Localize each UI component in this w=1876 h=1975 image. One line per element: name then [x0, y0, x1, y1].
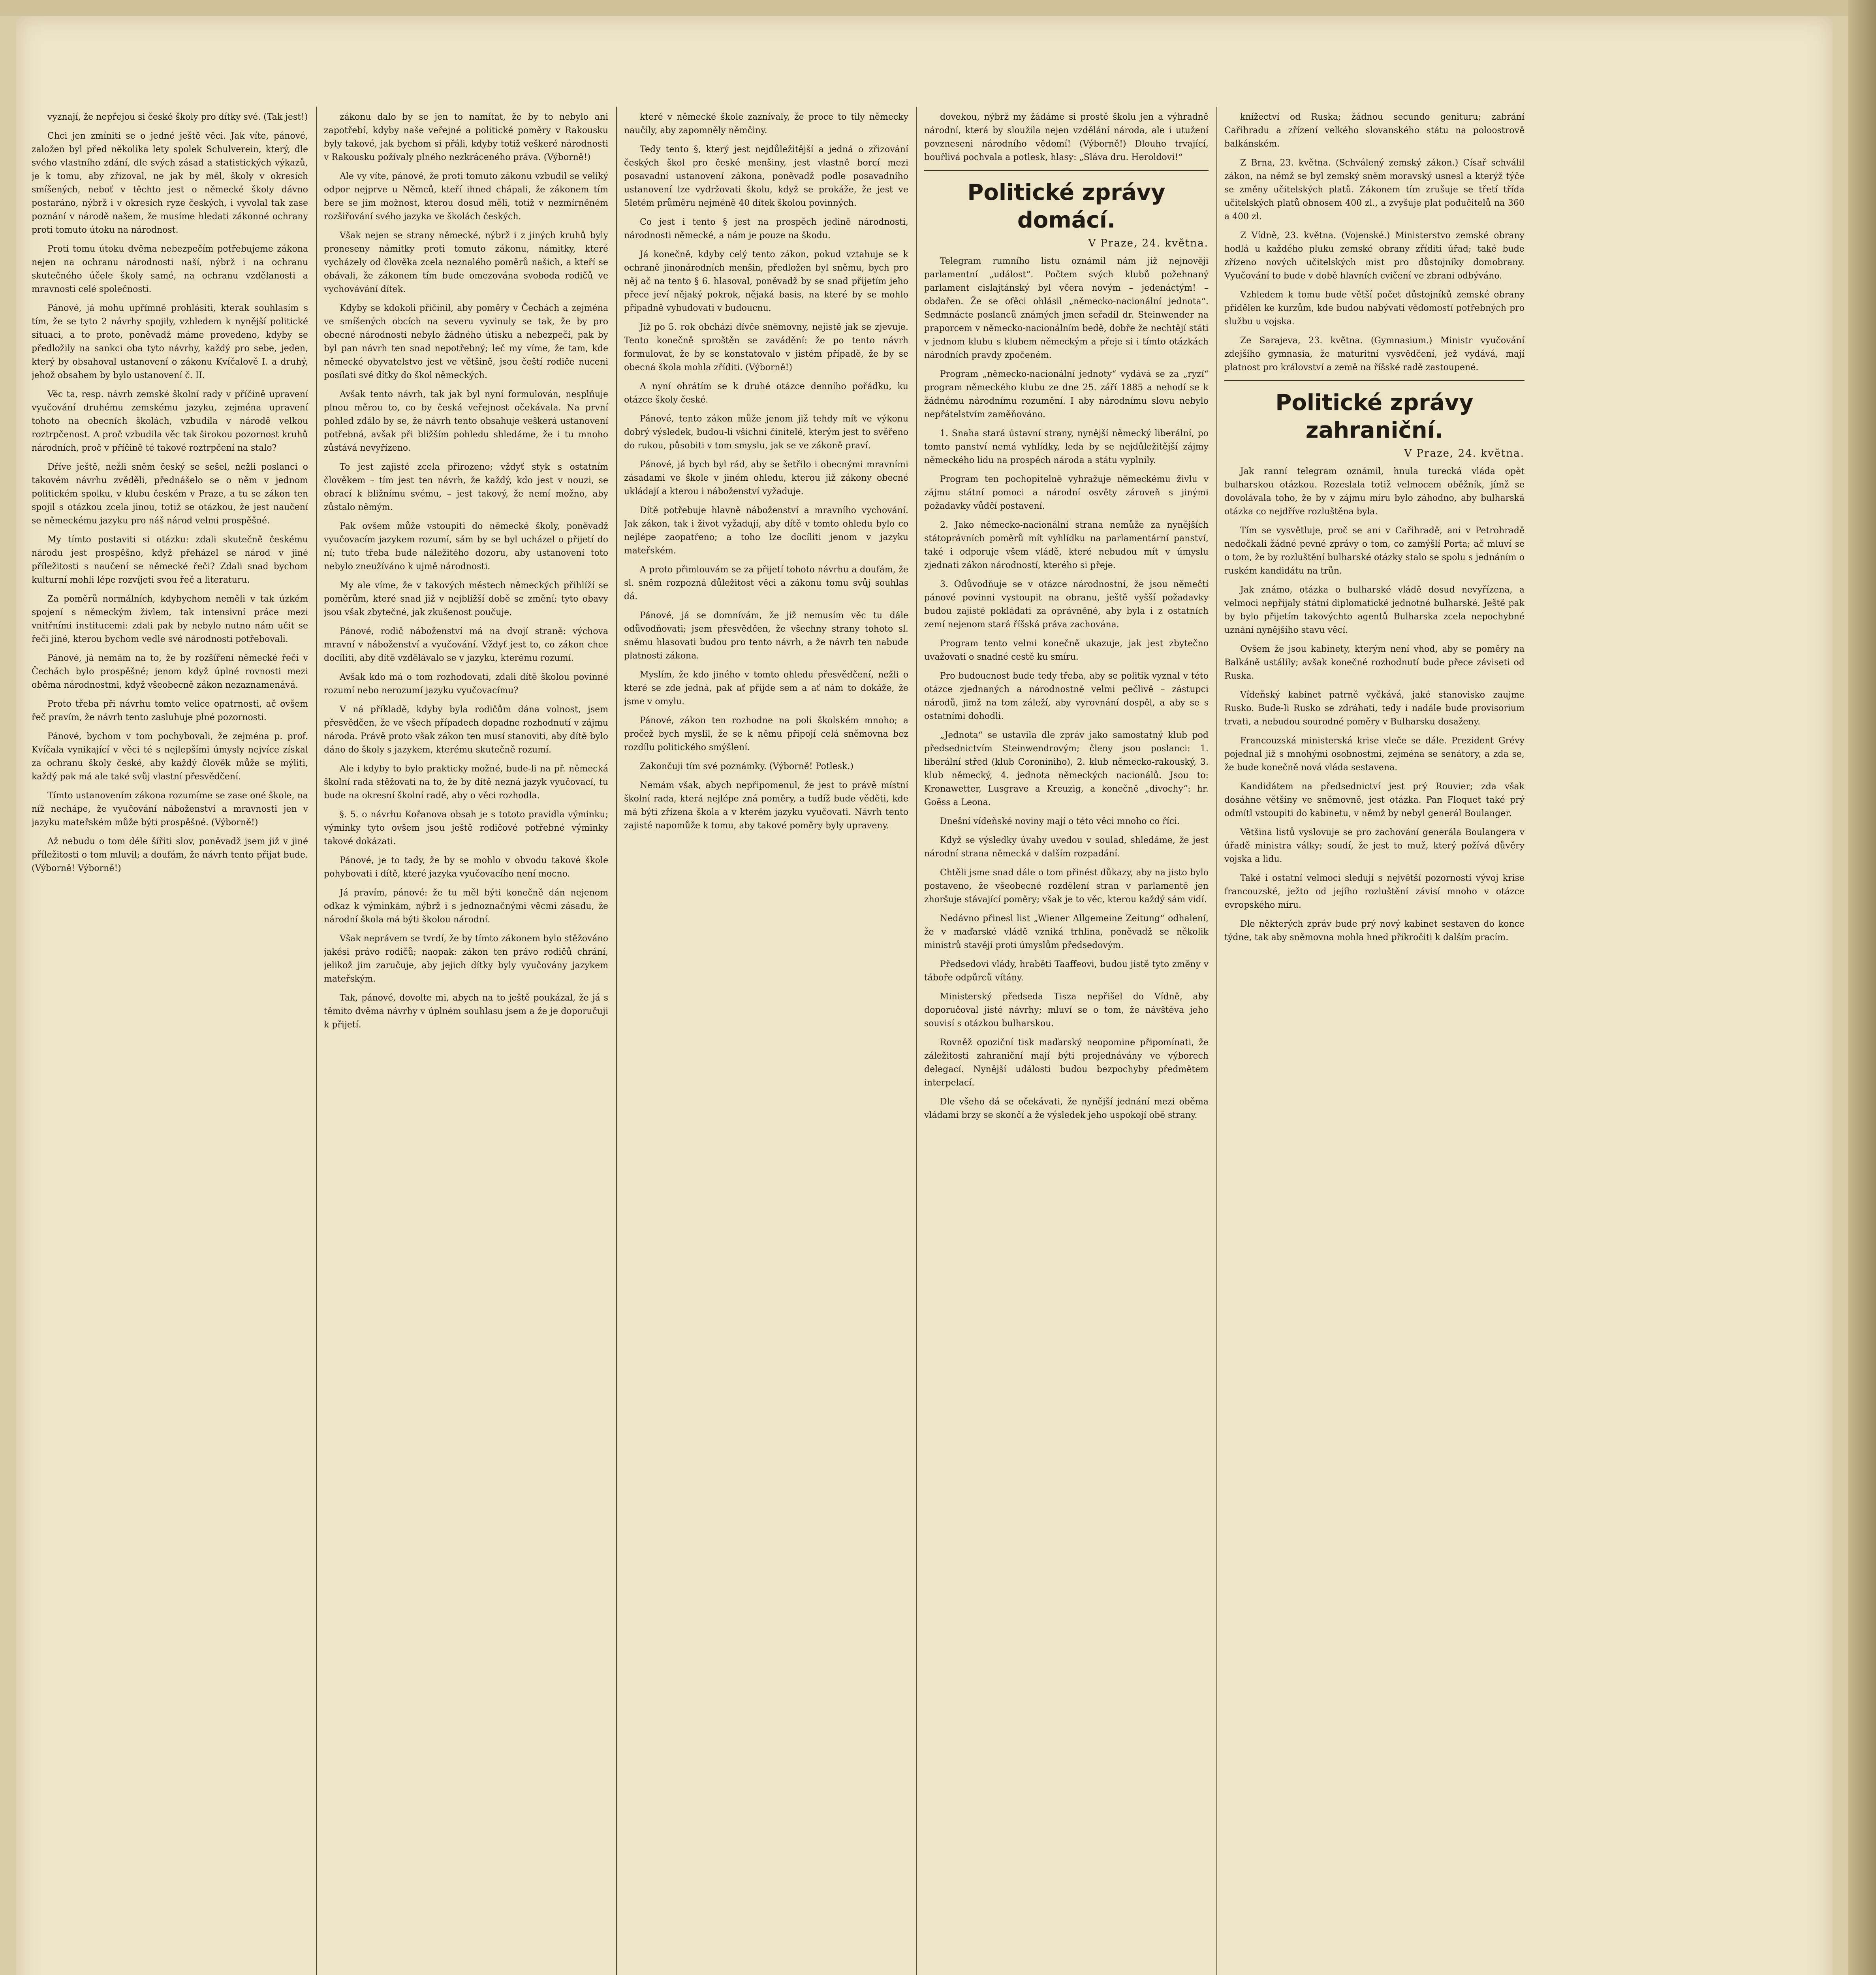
paragraph: Tedy tento §, který jest nejdůležitější a jedná o zřizování českých škol pro české menšiny, jest vlastně borcí mezi posavadní ustanovení zákona, poněvadž podle posavadního ustanovení lze vydržovati školu, když se prokáže, že jest ve 5letém průměru nejméně 40 dítek školou povinných.	[624, 145, 908, 208]
paragraph: Ale i kdyby to bylo prakticky možné, bude-li na př. německá školní rada stěžovati na to, že by dítě nezná jazyk vyučovací, tu bude na okresní školní radě, aby o věci rozhodla.	[324, 764, 608, 801]
paragraph: Pánové, já mohu upřímně prohlásiti, kterak souhlasím s tím, že se tyto 2 návrhy spojily, vzhledem k nynější politické situaci, a to proto, poněvadž máme provedeno, kdyby se předložily na sankci oba tyto návrhy, každý pro sebe, jeden, který by obsahoval ustanovení o zákonu Kvíčalově I. a druhý, jehož obsahem by bylo ustanovení č. II.	[32, 303, 308, 380]
paragraph: Program tento velmi konečně ukazuje, jak jest zbytečno uvažovati o snadné cestě ku smíru.	[924, 639, 1209, 662]
paragraph: Za poměrů normálních, kdybychom neměli v tak úzkém spojení s německým živlem, tak intensivní práce mezi vnitřními institucemi: zdali pak by nebylo nutno nám učit se řeči jiné, kterou bychom vedle své národnosti potřebovali.	[32, 594, 308, 644]
paragraph: My tímto postaviti si otázku: zdali skutečně českému národu jest prospěšno, když přeházel se národ v jiné příležitosti s naučení se německé řeči? Zdali snad bychom kulturní mohli lépe rozvíjeti svou řeč a literaturu.	[32, 535, 308, 585]
paragraph: Chci jen zmíniti se o jedné ještě věci. Jak víte, pánové, založen byl před několika lety spolek Schulverein, který, dle svého vlastního zdání, dle svých zásad a statistických výkazů, je k tomu, aby zřizoval, ne jak by měl, školy v okresích smíšených, neboť v těchto jest o německé školy dávno postaráno, nýbrž i v okresích ryze českých, i vyvolal tak zase poznání v národě našem, že musíme hledati zákonné ochrany proti tomuto útoku na národnost.	[32, 131, 308, 235]
paragraph: Pro budoucnost bude tedy třeba, aby se politik vyznal v této otázce zjednaných a národnostně velmi pečlivě – zástupci národů, jimž na tom záleží, aby vyrovnání dospěl, a aby se s ostatními dohodli.	[924, 671, 1209, 721]
paragraph: Avšak kdo má o tom rozhodovati, zdali dítě školou povinné rozumí nebo nerozumí jazyku vyučovacímu?	[324, 672, 608, 696]
paragraph: dovekou, nýbrž my žádáme si prostě školu jen a výhradně národní, která by sloužila nejen vzdělání národa, ale i utužení povzneseni národního vědomí! (Výborně!) Dlouho trvající, bouřlivá pochvala a potlesk, hlasy: „Sláva dru. Heroldovi!“	[924, 112, 1209, 162]
paragraph: Pánové, já bych byl rád, aby se šetřilo i obecnými mravními zásadami ve škole v jiném ohledu, kterou již zákony obecné ukládají a kterou i náboženství vyžaduje.	[624, 460, 908, 497]
section-divider	[1224, 380, 1524, 381]
paragraph: Pánové, tento zákon může jenom již tehdy mít ve výkonu dobrý výsledek, budou-li všichni činitelé, kterým jest to svěřeno do rukou, působiti v tom smyslu, jak se ve zákoně praví.	[624, 414, 908, 451]
binding-edge	[1848, 0, 1876, 1975]
column-rule	[316, 107, 317, 1975]
paragraph: My ale víme, že v takových městech německých přihlíží se poměrům, které snad již v nejbližší době se změní; tyto obavy jsou však zbytečné, jak zkušenost poučuje.	[324, 581, 608, 617]
column-1	[32, 111, 308, 1975]
paragraph: Dříve ještě, nežli sněm český se sešel, nežli poslanci o takovém návrhu zvěděli, přednášelo se o něm v jednom politickém spolku, v klubu českém v Praze, a tu se zákon ten spojil s otázkou zcela jinou, totiž se otázkou, že jest naučení se německému jazyku pro náš národ velmi prospěšné.	[32, 462, 308, 526]
paragraph: Telegram rumního listu oznámil nám již nejnověji parlamentní „událost“. Počtem svých klubů požehnaný parlament cislajtánský byl včera novým – jedenáctým! – obdařen. Že se ofěci ohlásil „německo-nacionální jednota“. Sedmnácte poslanců známých jmen seřadil dr. Steinwender na praporcem v německo-nacionálním bedě, dobře že nechtějí státi v jednom klubu s klubem německým a přeje si i tímto otázkách národních pravdy zpočeném.	[924, 256, 1209, 360]
column-2	[324, 111, 608, 1975]
paragraph: Chtěli jsme snad dále o tom přinést důkazy, aby na jisto bylo postaveno, že všeobecné rozdělení stran v parlamentě jen zhoršuje stávající poměry; však je to věc, kterou každý sám vidí.	[924, 868, 1209, 905]
paragraph: Dle některých zpráv bude prý nový kabinet sestaven do konce týdne, tak aby sněmovna mohla hned přikročiti k dalším pracím.	[1224, 919, 1524, 942]
paragraph: 1. Snaha stará ústavní strany, nynější německý liberální, po tomto panství nemá vyhlídky, leda by se nejdůležitější zájmy německého lidu na prospěch národa a státu vyplnily.	[924, 429, 1209, 465]
paragraph: Pánové, zákon ten rozhodne na poli školském mnoho; a pročež bych myslil, že se k němu připojí celá sněmovna bez rozdílu politického smýšlení.	[624, 716, 908, 752]
section-divider	[924, 170, 1209, 171]
paragraph: Tím se vysvětluje, proč se ani v Cařihradě, ani v Petrohradě nedočkali žádné pevné zprávy o tom, co zamýšlí Porta; ač mluví se o tom, že by rozluštění bulharské otázky stalo se spolu s jednáním o ruském kandidátu na trůn.	[1224, 526, 1524, 576]
page-top-edge	[0, 0, 1876, 16]
paragraph: Z Vídně, 23. května. (Vojenské.) Ministerstvo zemské obrany hodlá u každého pluku zemské obrany zříditi úřad; také bude zřízeno nových učitelských mist pro důstojníky domobrany. Vyučování to bude v době hlavních cvičení ve zbrani odbýváno.	[1224, 231, 1524, 281]
paragraph: Předsedovi vlády, hraběti Taaffeovi, budou jistě tyto změny v táboře odpůrců vítány.	[924, 959, 1209, 983]
column-rule	[916, 107, 917, 1975]
paragraph: Až nebudu o tom déle šířiti slov, poněvadž jsem již v jiné příležitosti o tom mluvil; a doufám, že návrh tento přijat bude. (Výborně! Výborně!)	[32, 837, 308, 873]
paragraph: Věc ta, resp. návrh zemské školní rady v příčině upravení vyučování druhému zemskému jazyku, zejména upravení tohoto na obecních školách, vzbudila v národě velkou roztrpčenost. A proč vzbudila věc tak širokou pozornost kruhů národních, proč v příčině té takové roztrpčení na stalo?	[32, 389, 308, 453]
paragraph: Pánové, já nemám na to, že by rozšíření německé řeči v Čechách bylo prospěšné; jenom když úplné rovnosti mezi oběma národnostmi, když všeobecně zákon nezaznamenává.	[32, 653, 308, 690]
paragraph: Program „německo-nacionální jednoty“ vydává se za „ryzí“ program německého klubu ze dne 25. září 1885 a nehodí se k žádnému národnímu rozumění. I aby národnímu slovu nebylo nepřátelstvím zaměňováno.	[924, 369, 1209, 419]
paragraph: Myslím, že kdo jiného v tomto ohledu přesvědčení, nežli o které se zde jedná, pak ať přijde sem a ať nám to dokáže, že jsme v omylu.	[624, 670, 908, 707]
paragraph: 3. Odůvodňuje se v otázce národnostní, že jsou němečtí pánové povinni vystoupit na obranu, ještě vyšší požadavky budou zajisté pokládati za oprávněné, aby byla i z ostatních zemí nejenom stará říšská práva zachována.	[924, 579, 1209, 630]
paragraph: „Jednota“ se ustavila dle zpráv jako samostatný klub pod předsednictvím Steinwendrovým; členy jsou poslanci: 1. liberální střed (klub Coroniniho), 2. klub německo-rakouský, 3. klub německý, 4. jednota německých nacionálů. Jsou to: Kronawetter, Lusgrave a Kreuzig, a konečně „divochy“: hr. Goëss a Leona.	[924, 730, 1209, 807]
paragraph: Pak ovšem může vstoupiti do německé školy, poněvadž vyučovacím jazykem rozumí, sám by se byl ucházel o přijetí do ní; tuto třeba bude náležitého dozoru, aby ustanovení toto nebylo zneužíváno k ujmě národnosti.	[324, 521, 608, 572]
paragraph: zákonu dalo by se jen to namítat, že by to nebylo ani zapotřebí, kdyby naše veřejné a politické poměry v Rakousku byly takové, jak bychom si přáli, kdyby totiž veškeré národnosti v Rakousku požívaly plného nezkráceného práva. (Výborně!)	[324, 112, 608, 162]
column-rule	[616, 107, 617, 1975]
paragraph: Pánové, bychom v tom pochybovali, že zejména p. prof. Kvíčala vynikající v věci té s nejlepšími úmysly nejvíce získal za ochranu školy české, aby každý člověk může se mýliti, každý pak má ale také svůj vlastní přesvědčení.	[32, 732, 308, 782]
paragraph: Program ten pochopitelně vyhražuje německému živlu v zájmu státní pomoci a národní osvěty zároveň s jinými požadavky vůdčí postavení.	[924, 474, 1209, 511]
paragraph: Proto třeba při návrhu tomto velice opatrnosti, ač ovšem řeč pravím, že návrh tento zasluhuje plné pozornosti.	[32, 699, 308, 722]
paragraph: knížectví od Ruska; žádnou secundo genituru; zabrání Cařihradu a zřízení velkého slovanského státu na poloostrově balkánském.	[1224, 112, 1524, 149]
paragraph: Ministerský předseda Tisza nepřišel do Vídně, aby doporučoval jisté návrhy; mluví se o tom, že návštěva jeho souvisí s otázkou bulharskou.	[924, 992, 1209, 1029]
foreign-news-heading: Politické zprávy zahraniční.	[1275, 390, 1474, 443]
column-5	[1224, 111, 1524, 1975]
paragraph: Ale vy víte, pánové, že proti tomuto zákonu vzbudil se veliký odpor nejprve u Němců, kteří ihned chápali, že zákonem tím bere se jim možnost, kterou dosud měli, totiž v nezmírněném rozšiřování svého jazyka ve školách českých.	[324, 171, 608, 222]
paragraph: Však nejen se strany německé, nýbrž i z jiných kruhů byly proneseny námitky proti tomuto zákonu, námitky, které vycházely od člověka zcela neznalého poměrů našich, a kteří se obávali, že zákonem tím bude omezována svoboda rodičů ve vychovávání dítek.	[324, 231, 608, 294]
paragraph: Kdyby se kdokoli přičinil, aby poměry v Čechách a zejména ve smíšených obcích na severu vyvinuly se tak, že by pro obecné národnosti nebylo žádného útisku a nebezpečí, pak by byl pan návrh ten snad nepotřebný; leč my víme, že tam, kde německé obyvatelstvo jest ve většině, jsou čeští rodiče nuceni posílati své dítky do škol německých.	[324, 303, 608, 380]
newspaper-page	[16, 16, 1833, 1975]
paragraph: Pánové, já se domnívám, že již nemusím věc tu dále odůvodňovati; jsem přesvědčen, že všechny strany tohoto sl. sněmu hlasovati budou pro tento návrh, a že návrh ten nabude platnosti zákona.	[624, 611, 908, 661]
foreign-news-dateline: V Praze, 24. května.	[1404, 448, 1524, 459]
paragraph: Většina listů vyslovuje se pro zachování generála Boulangera v úřadě ministra války; soudí, že jest to muž, který požívá důvěry vojska a lidu.	[1224, 828, 1524, 864]
domestic-news-dateline: V Praze, 24. května.	[1088, 237, 1209, 249]
paragraph: Dle všeho dá se očekávati, že nynější jednání mezi oběma vládami brzy se skončí a že výsledek jeho uspokojí obě strany.	[924, 1097, 1209, 1120]
paragraph: A nyní ohrátím se k druhé otázce denního pořádku, ku otázce školy české.	[624, 382, 908, 405]
paragraph: Když se výsledky úvahy uvedou v soulad, shledáme, že jest národní strana německá v dalším rozpadání.	[924, 835, 1209, 859]
paragraph: Tímto ustanovením zákona rozumíme se zase oné škole, na níž nechápe, že vyučování náboženství a mravnosti jen v jazyku mateřském může býti prospěšné. (Výborně!)	[32, 791, 308, 828]
paragraph: Já konečně, kdyby celý tento zákon, pokud vztahuje se k ochraně jinonárodních menšin, předložen byl sněmu, bych pro něj ač na tento § 6. hlasoval, poněvadž by se snad přijetím jeho přece jeví nějaký pokrok, nějaká basis, na které by se mohlo případně vybudovati v budoucnu.	[624, 250, 908, 313]
paragraph: Rovněž opoziční tisk maďarský neopomine připomínati, že záležitosti zahraniční mají býti projednávány ve výborech delegací. Nynější události budou bezpochyby předmětem interpelací.	[924, 1038, 1209, 1088]
paragraph: Avšak tento návrh, tak jak byl nyní formulován, nesplňuje plnou měrou to, co by česká veřejnost očekávala. Na první pohled zdálo by se, že návrh tento obsahuje veškerá ustanovení potřebná, avšak při bližším pohledu shledáme, že i tu mnoho zůstává nevyřízeno.	[324, 389, 608, 453]
paragraph: Kandidátem na předsednictví jest prý Rouvier; zda však dosáhne většiny ve sněmovně, jest otázka. Pan Floquet také prý odmítl vstoupiti do kabinetu, v němž by nebyl generál Boulanger.	[1224, 782, 1524, 818]
paragraph: Však neprávem se tvrdí, že by tímto zákonem bylo stěžováno jakési právo rodičů; naopak: zákon ten právo rodičů chrání, jelikož jim zaručuje, aby jejich dítky byly vyučovány jazykem mateřským.	[324, 934, 608, 984]
paragraph: Nemám však, abych nepřipomenul, že jest to právě místní školní rada, která nejlépe zná poměry, a tudíž bude věděti, kde má býti zřízena škola a v kterém jazyku vyučovati. Návrh tento zajisté napomůže k tomu, aby takové poměry byly upraveny.	[624, 781, 908, 831]
paragraph: Nedávno přinesl list „Wiener Allgemeine Zeitung“ odhalení, že v maďarské vládě vzniká trhlina, poněvadž se několik ministrů stavějí proti úmyslům předsedovým.	[924, 914, 1209, 950]
paragraph: Dnešní vídeňské noviny mají o této věci mnoho co říci.	[940, 816, 1180, 826]
paragraph: Zakončuji tím své poznámky. (Výborně! Potlesk.)	[640, 762, 853, 771]
paragraph: Jak známo, otázka o bulharské vládě dosud nevyřízena, a velmoci nepřijaly státní diplomatické jednotné bulharské. Ještě pak by bylo přijetím takovýchto agentů Bulharska zcela nepochybné uznání nynějšího stavu věcí.	[1224, 585, 1524, 635]
paragraph: Tak, pánové, dovolte mi, abych na to ještě poukázal, že já s těmito dvěma návrhy v úplném souhlasu jsem a že je doporučuji k přijetí.	[324, 993, 608, 1030]
paragraph: Ze Sarajeva, 23. května. (Gymnasium.) Ministr vyučování zdejšího gymnasia, že maturitní vysvědčení, jež vydává, mají platnost pro království a země na říšské radě zastoupené.	[1224, 336, 1524, 372]
paragraph: vyznají, že nepřejou si české školy pro dítky své. (Tak jest!)	[47, 112, 308, 122]
paragraph: Vídeňský kabinet patrně vyčkává, jaké stanovisko zaujme Rusko. Bude-li Rusko se zdráhati, tedy i nadále bude provisorium trvati, a nebudou sourodné poměry v Bulharsku dosaženy.	[1224, 690, 1524, 727]
paragraph: Pánové, je to tady, že by se mohlo v obvodu takové škole pohybovati i dítě, které jazyka vyučovacího není mocno.	[324, 856, 608, 879]
paragraph: Již po 5. rok obcházi dívče sněmovny, nejistě jak se zjevuje. Tento konečně sproštěn se zavádění: že po tento návrh formulovat, že by se konstatovalo v jistém případě, že by se obecná škola mohla zříditi. (Výborně!)	[624, 322, 908, 372]
column-3	[624, 111, 908, 1975]
column-rule	[1216, 107, 1217, 1975]
paragraph: Pánové, rodič náboženství má na dvojí straně: výchova mravní v náboženství a vyučování. Vždyť jest to, co zákon chce docíliti, aby dítě vzdělávalo se v jazyku, kterému rozumí.	[324, 626, 608, 663]
paragraph: které v německé škole zaznívaly, že proce to tily německy naučily, aby zapomněly němčiny.	[624, 112, 908, 135]
domestic-news-heading: Politické zprávy domácí.	[967, 180, 1165, 233]
paragraph: Dítě potřebuje hlavně náboženství a mravního vychování. Jak zákon, tak i život vyžadují, aby dítě v tomto ohledu bylo co nejlépe zaopatřeno; a toho lze docíliti jenom v jazyku mateřském.	[624, 506, 908, 556]
column-4	[924, 111, 1209, 1975]
paragraph: Ovšem že jsou kabinety, kterým není vhod, aby se poměry na Balkáně ustálily; avšak konečné rozhodnutí bude přece záviseti od Ruska.	[1224, 644, 1524, 681]
paragraph: Co jest i tento § jest na prospěch jedině národnosti, národnosti německé, a nám je pouze na škodu.	[624, 217, 908, 241]
paragraph: V ná příkladě, kdyby byla rodičům dána volnost, jsem přesvědčen, že ve všech případech dopadne rozhodnutí v zájmu národa. Právě proto však zákon ten musí stanoviti, aby dítě bylo dáno do školy s jazykem, kterému skutečně rozumí.	[324, 705, 608, 755]
paragraph: Já pravím, pánové: že tu měl býti konečně dán nejenom odkaz k výminkám, nýbrž i s jednoznačnými věcmi zásadu, že národní škola má býti školou národní.	[324, 888, 608, 925]
paragraph: Francouzská ministerská krise vleče se dále. Prezident Grévy pojednal již s mnohými osobnostmi, zejména se senátory, a zda se, že bude konečně nová vláda sestavena.	[1224, 736, 1524, 773]
paragraph: Z Brna, 23. května. (Schválený zemský zákon.) Císař schválil zákon, na němž se byl zemský sněm moravský usnesl a kterýž týče se změny učitelských platů. Zákonem tím zrušuje se třetí třída učitelských platů obnosem 400 zl., a zvyšuje plat podučitelů na 360 a 400 zl.	[1224, 158, 1524, 222]
paragraph: Jak ranní telegram oznámil, hnula turecká vláda opět bulharskou otázkou. Rozeslala totiž velmocem oběžník, jímž se dovolávala toho, že by v zájmu míru bylo záhodno, aby bulharská otázka co nejdříve rozluštěna byla.	[1224, 466, 1524, 517]
paragraph: §. 5. o návrhu Kořanova obsah je s tototo pravidla výminku; výminky tyto ovšem jsou ještě rodičové potřebné výminky takové dokázati.	[324, 810, 608, 846]
paragraph: Vzhledem k tomu bude větší počet důstojníků zemské obrany přidělen ke kurzům, kde budou nabývati vědomostí potřebných pro službu u vojska.	[1224, 290, 1524, 327]
paragraph: A proto přimlouvám se za přijetí tohoto návrhu a doufám, že sl. sněm rozpozná důležitost věci a zákonu tomu svůj souhlas dá.	[624, 565, 908, 602]
paragraph: 2. Jako německo-nacionální strana nemůže za nynějších státoprávních poměrů mít vyhlídku na parlamentární panství, také i odporuje všem vládě, které nebudou mít v úmyslu zjednati zákon národností, kterého si přeje.	[924, 520, 1209, 570]
paragraph: Také i ostatní velmoci sledují s největší pozorností vývoj krise francouzské, ježto od jejího rozluštění závisí mnoho v otázce evropského míru.	[1224, 873, 1524, 910]
paragraph: Proti tomu útoku dvěma nebezpečím potřebujeme zákona nejen na ochranu národnosti naší, nýbrž i na ochranu skutečného účele školy samé, na ochranu vzdělanosti a mravnosti celé společnosti.	[32, 244, 308, 294]
paragraph: To jest zajisté zcela přirozeno; vždyť styk s ostatním člověkem – tím jest ten návrh, že každý, kdo jest v nouzi, se obrací k bližnímu svému, – jest takový, že nemí možno, aby zůstalo němým.	[324, 462, 608, 512]
